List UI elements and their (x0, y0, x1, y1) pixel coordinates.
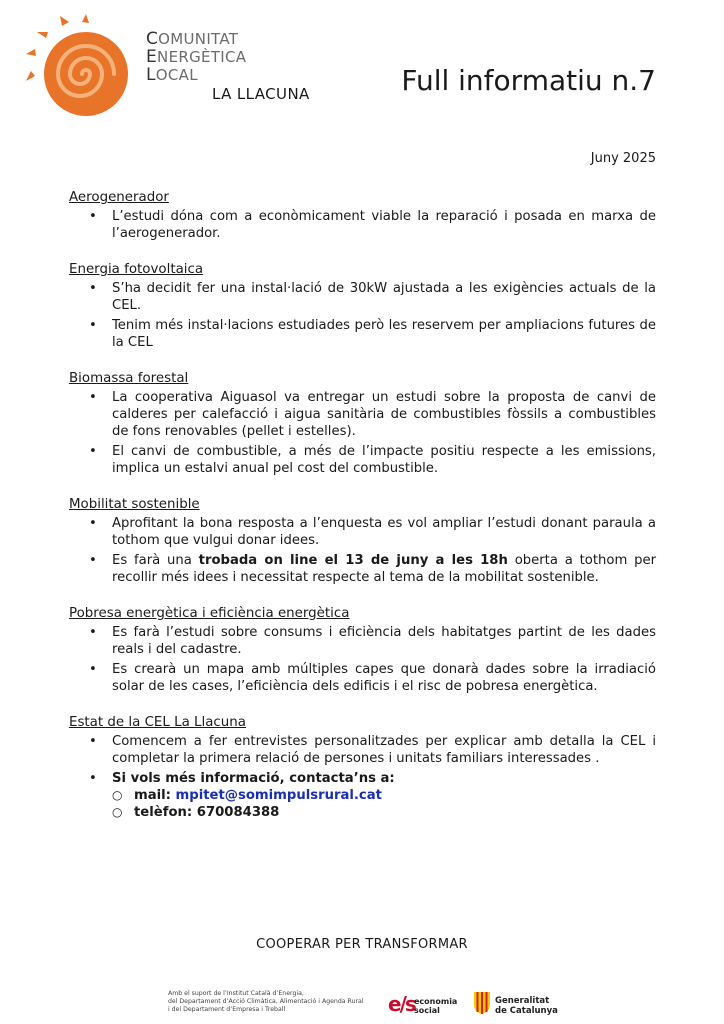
bullet-item: • Tenim més instal·lacions estudiades però les reservem per ampliacions futures de la CEL (69, 317, 656, 351)
meeting-text-after: oberta a tothom per recollir més idees i necessitat respecte al tema de la mobilitat sostenible. (112, 553, 656, 585)
email-link[interactable]: mpitet@somimpulsrural.cat (175, 788, 382, 803)
phone-label: telèfon: (134, 805, 197, 820)
section-biomassa-forestal (69, 370, 656, 477)
contact-title: Si vols més informació, contacta’ns a: (112, 771, 395, 786)
mail-label: mail: (134, 788, 176, 803)
bullet-item: • Es crearà un mapa amb múltiples capes que donarà dades sobre la irradiació solar de les cases, l’eficiència dels edificis i el risc de pobresa energètica. (69, 661, 656, 695)
support-line: Amb el suport de l’Institut Català d’Energia, (168, 990, 304, 997)
bullet-item: • L’estudi dóna com a econòmicament viable la reparació i posada en marxa de l’aerogenerador. (69, 208, 656, 242)
bullet-item-meeting (69, 552, 656, 586)
bullet-item: • El canvi de combustible, a més de l’impacte positiu respecte a les emissions, implica un estalvi anual pel cost del combustible. (69, 443, 656, 477)
logo-place-name: LA LLACUNA (212, 85, 310, 103)
section-heading: Aerogenerador (69, 190, 169, 205)
sun-spiral-logo (22, 12, 132, 122)
section-energia-fotovoltaica (69, 261, 656, 351)
support-credits (168, 990, 388, 1014)
contact-mail (112, 787, 656, 804)
section-estat-cel (69, 714, 656, 821)
document-title: Full informatiu n.7 (401, 64, 656, 97)
generalitat-logo (474, 992, 564, 1018)
meeting-date-highlight: trobada on line el 13 de juny a les 18h (198, 553, 508, 568)
section-heading: Biomassa forestal (69, 371, 189, 386)
section-aerogenerador (69, 189, 656, 242)
section-heading: Estat de la CEL La Llacuna (69, 715, 246, 730)
contact-phone (112, 804, 656, 821)
section-heading: Energia fotovoltaica (69, 262, 204, 277)
eco-line: social (414, 1006, 440, 1015)
gen-line: Generalitat (495, 996, 550, 1006)
economia-social-logo (388, 992, 460, 1018)
footer-motto: COOPERAR PER TRANSFORMAR (256, 937, 468, 952)
bullet-item: • Aprofitant la bona resposta a l’enquesta es vol ampliar l’estudi donant paraula a tothom que vulgui donar idees. (69, 515, 656, 549)
support-line: del Departament d’Acció Climàtica, Alimentació i Agenda Rural (168, 998, 364, 1005)
document-date: Juny 2025 (590, 151, 656, 166)
logo-wordmark: COMUNITAT ENERGÈTICA LOCAL (146, 29, 247, 85)
senyera-shield-icon (474, 992, 490, 1014)
gen-line: de Catalunya (495, 1006, 558, 1016)
bullet-item: • Es farà l’estudi sobre consums i eficiència dels habitatges partint de les dades reals i del cadastre. (69, 624, 656, 658)
economia-social-mark-icon: e/s (388, 992, 415, 1016)
section-heading: Mobilitat sostenible (69, 497, 200, 512)
meeting-text-before: Es farà una (112, 553, 199, 568)
bullet-item: • Comencem a fer entrevistes personalitzades per explicar amb detalla la CEL i completar la primera relació de persones i unitats familiars interessades . (69, 733, 656, 767)
support-line: i del Departament d’Empresa i Treball (168, 1006, 286, 1013)
section-pobresa-energetica (69, 605, 656, 695)
phone-number: 670084388 (196, 805, 280, 820)
eco-line: economia (414, 997, 458, 1006)
contact-block (69, 770, 656, 821)
bullet-item: • S’ha decidit fer una instal·lació de 30kW ajustada a les exigències actuals de la CEL. (69, 280, 656, 314)
bullet-item: • La cooperativa Aiguasol va entregar un estudi sobre la proposta de canvi de calderes per calefacció i aigua sanitària de combustibles fòssils a combustibles de fons renovables (pellet i estelles). (69, 389, 656, 440)
newsletter-content (69, 189, 656, 840)
section-mobilitat-sostenible (69, 496, 656, 586)
section-heading: Pobresa energètica i eficiència energètica (69, 606, 350, 621)
